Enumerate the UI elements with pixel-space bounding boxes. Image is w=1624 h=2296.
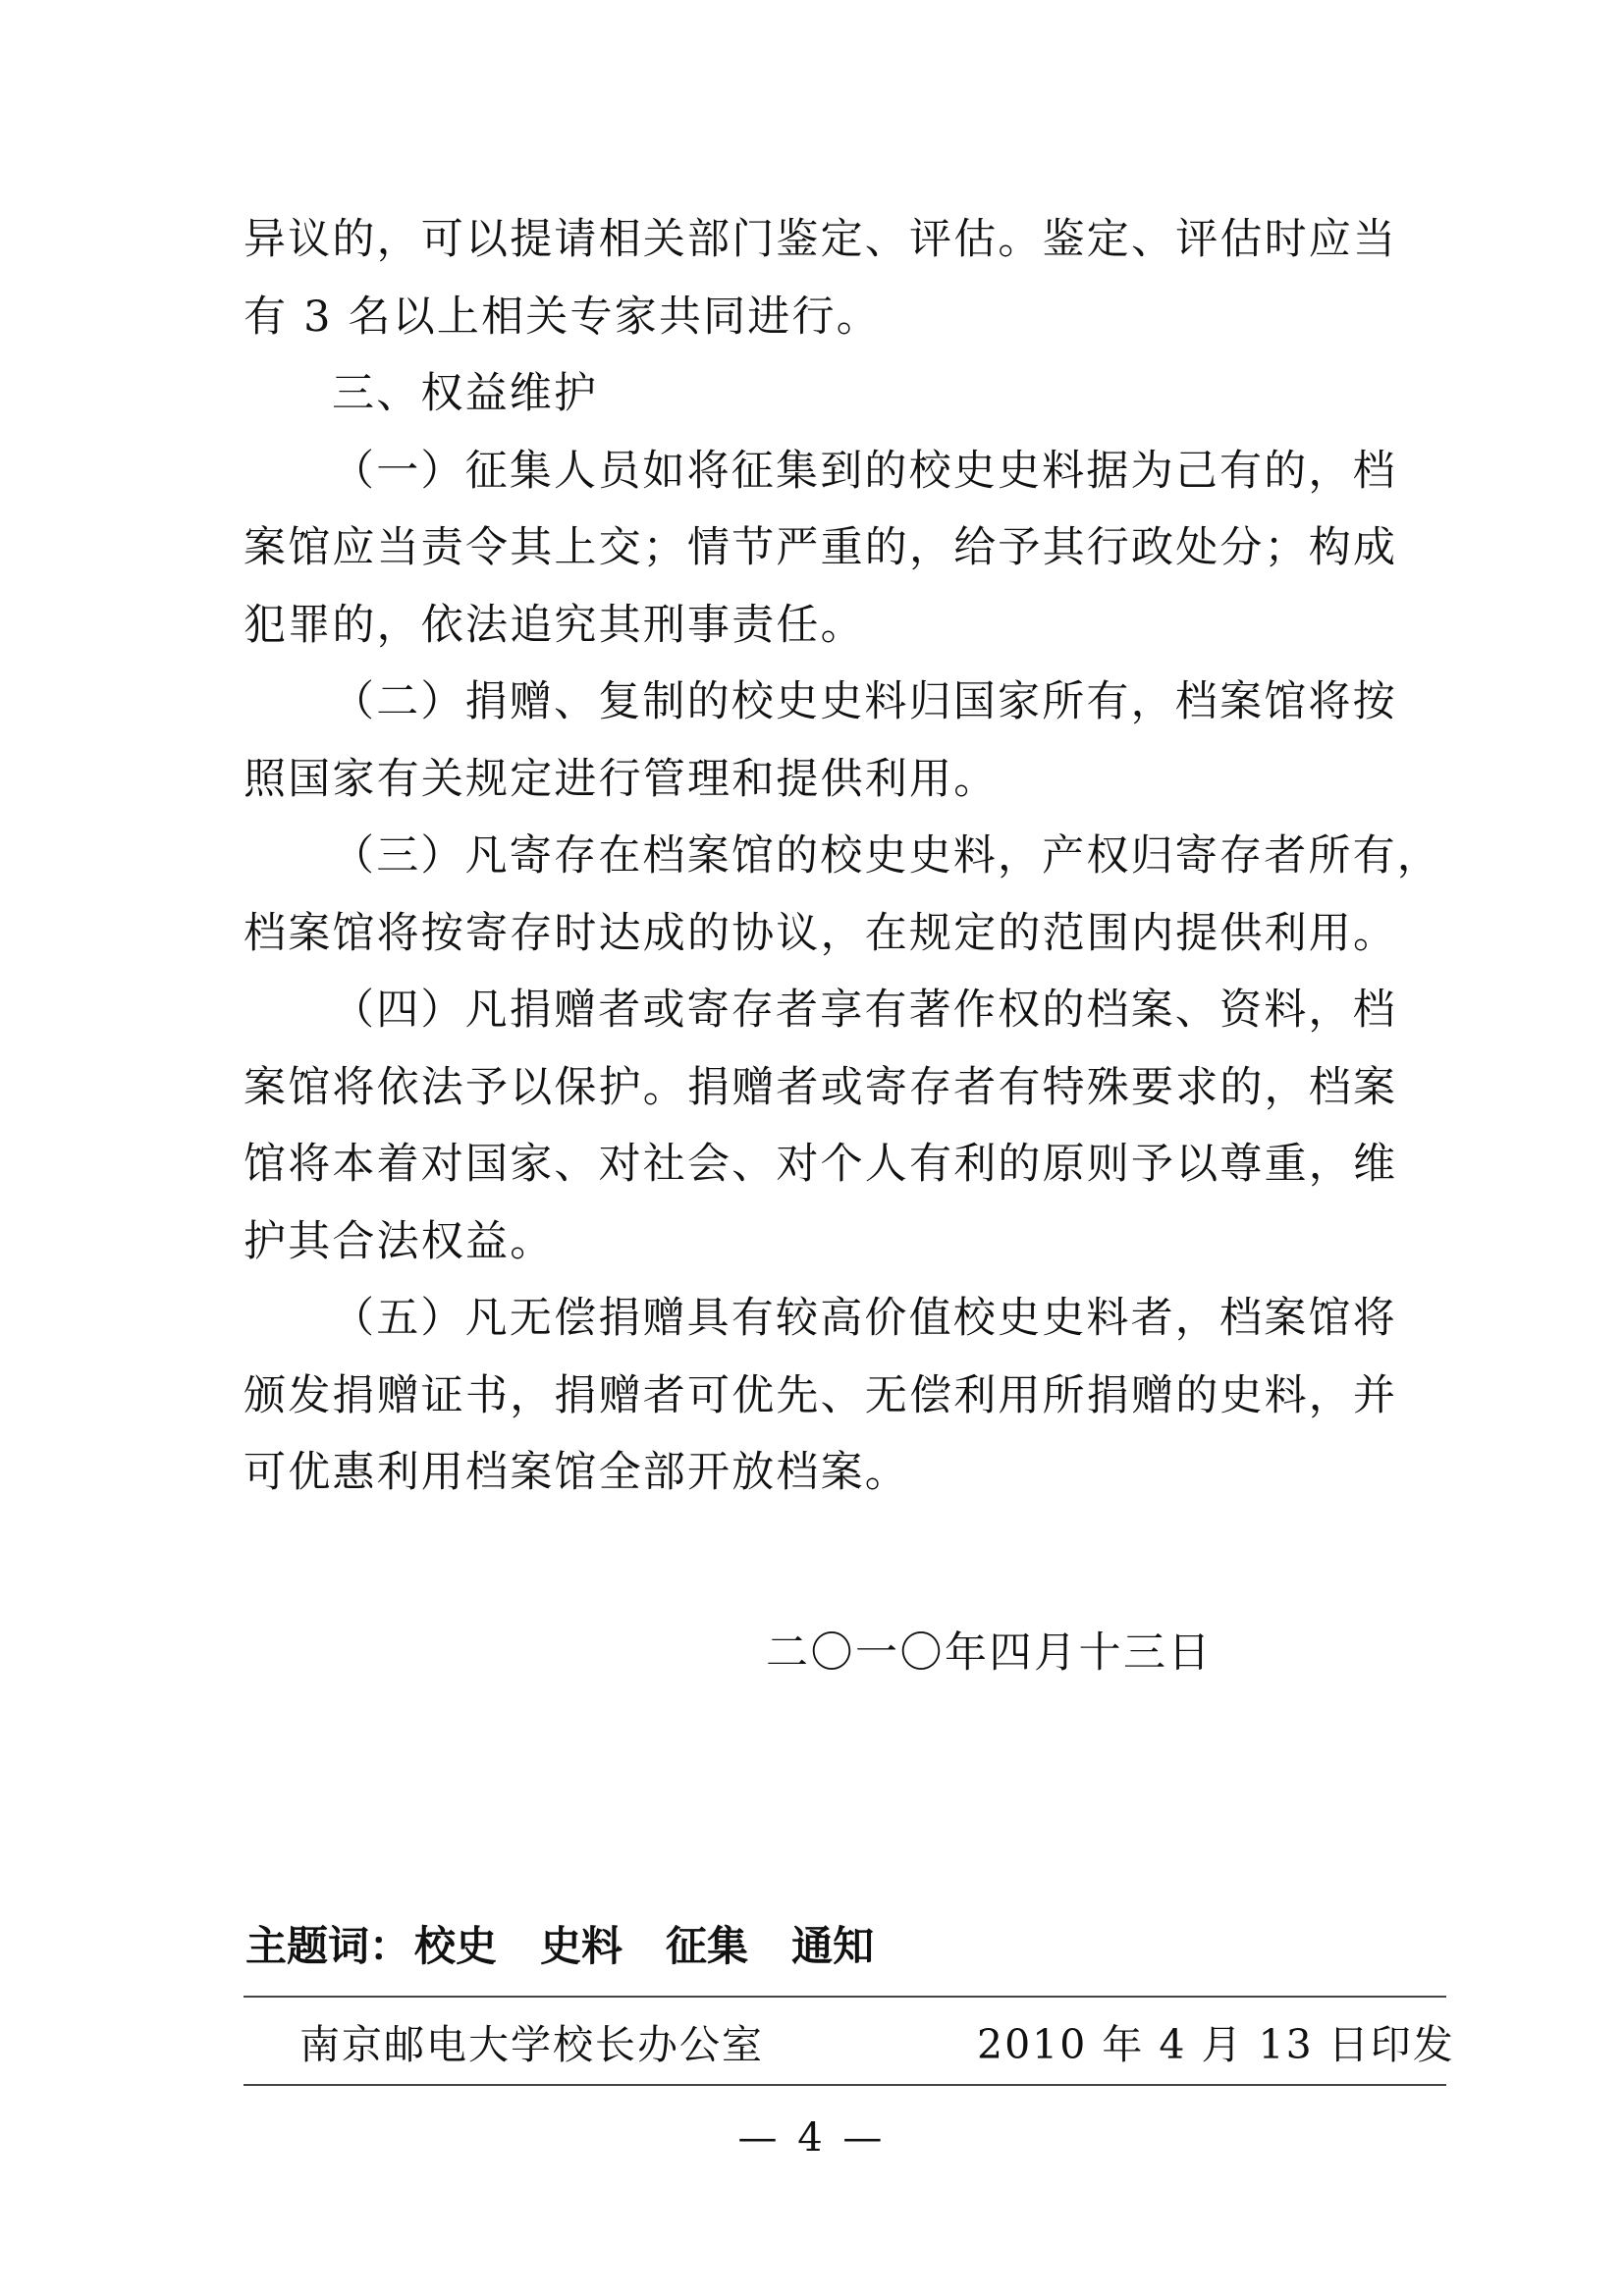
body-line: 有 3 名以上相关专家共同进行。 <box>244 292 881 342</box>
body-line: 犯罪的，依法追究其刑事责任。 <box>244 600 865 650</box>
body-line: （四）凡捐赠者或寄存者享有著作权的档案、资料，档 <box>332 986 1397 1035</box>
body-line: （一）征集人员如将征集到的校史史料据为己有的，档 <box>332 446 1397 496</box>
body-line: 照国家有关规定进行管理和提供利用。 <box>244 754 999 804</box>
issuing-office: 南京邮电大学校长办公室 <box>299 2021 764 2068</box>
keyword: 史料 <box>540 1922 623 1970</box>
footer-bottom-divider <box>244 2084 1446 2086</box>
keyword: 校史 <box>414 1922 498 1970</box>
document-body <box>244 201 1441 1512</box>
body-line: 异议的，可以提请相关部门鉴定、评估。鉴定、评估时应当 <box>244 215 1398 264</box>
subject-keywords <box>245 1914 917 1973</box>
body-line: 档案馆将按寄存时达成的协议，在规定的范围内提供利用。 <box>244 908 1398 958</box>
keyword: 征集 <box>666 1922 749 1970</box>
body-line: 案馆应当责令其上交；情节严重的，给予其行政处分；构成 <box>244 523 1398 572</box>
body-line: （二）捐赠、复制的校史史料归国家所有，档案馆将按 <box>332 677 1397 726</box>
body-line: （五）凡无偿捐赠具有较高价值校史史料者，档案馆将 <box>332 1294 1397 1343</box>
body-line: 可优惠利用档案馆全部开放档案。 <box>244 1448 909 1497</box>
page-number: — 4 — <box>737 2115 887 2161</box>
section-heading: 三、权益维护 <box>332 369 599 418</box>
body-line: 护其合法权益。 <box>244 1216 555 1266</box>
keywords-label: 主题词： <box>245 1922 411 1970</box>
body-line: 馆将本着对国家、对社会、对个人有利的原则予以尊重，维 <box>244 1140 1398 1189</box>
footer-top-divider <box>244 1996 1446 1998</box>
keyword: 通知 <box>791 1922 875 1970</box>
body-line: 颁发捐赠证书，捐赠者可优先、无偿利用所捐赠的史料，并 <box>244 1370 1398 1420</box>
body-line: （三）凡寄存在档案馆的校史史料，产权归寄存者所有， <box>332 831 1441 881</box>
body-line: 案馆将依法予以保护。捐赠者或寄存者有特殊要求的，档案 <box>244 1062 1398 1112</box>
signature-date: 二〇一〇年四月十三日 <box>766 1629 1213 1678</box>
issue-date: 2010 年 4 月 13 日印发 <box>977 2021 1455 2068</box>
